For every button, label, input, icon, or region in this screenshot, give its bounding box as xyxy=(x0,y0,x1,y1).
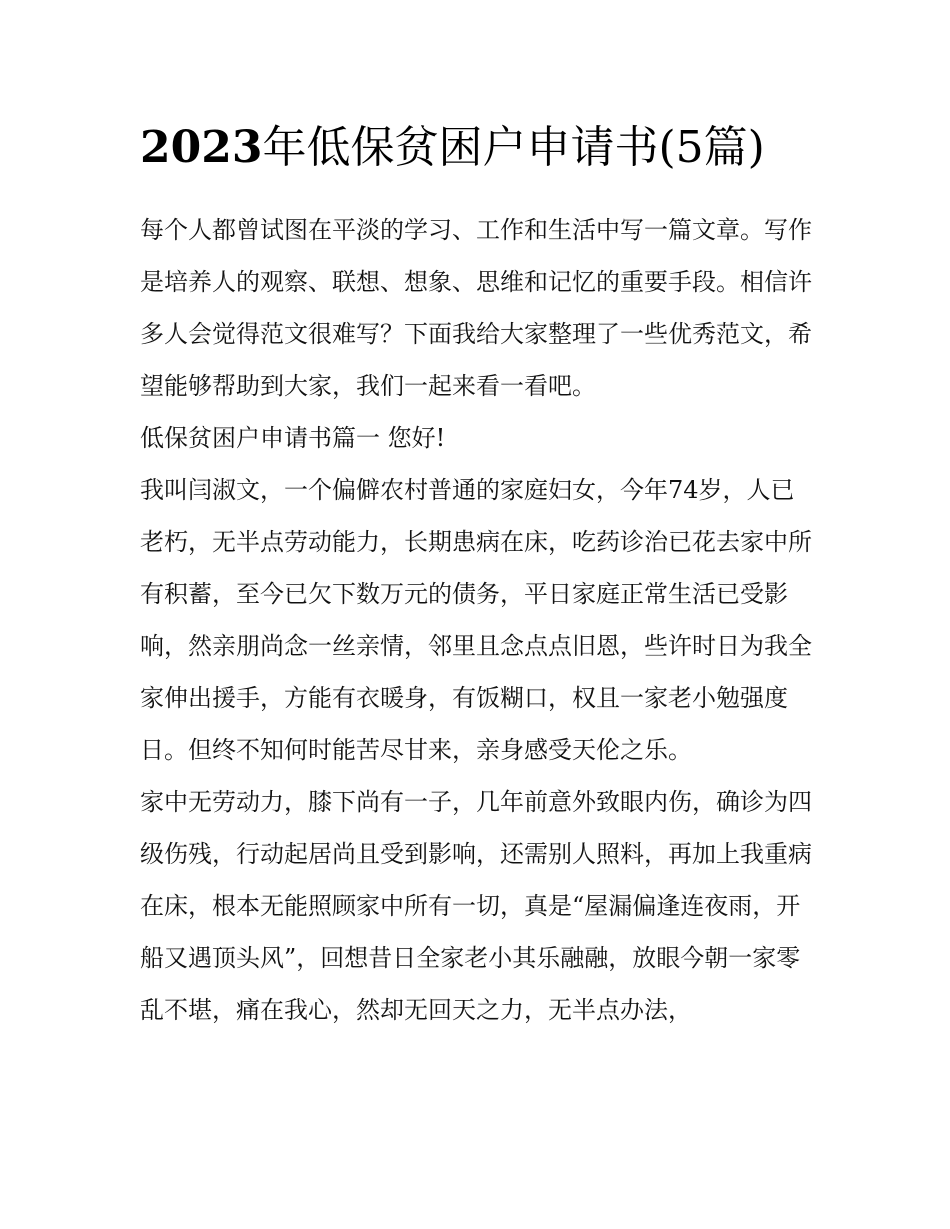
section-heading-paragraph: 低保贫困户申请书篇一 您好! xyxy=(140,424,446,452)
intro-paragraph: 每个人都曾试图在平淡的学习、工作和生活中写一篇文章。写作是培养人的观察、联想、想象、思维和记忆的重要手段。相信许多人会觉得范文很难写？下面我给大家整理了一些优秀范文，希望能够帮助到大家，我们一起来看一看吧。 xyxy=(140,216,812,400)
title-year: 2023 xyxy=(140,122,263,173)
body-paragraph: 我叫闫淑文，一个偏僻农村普通的家庭妇女，今年74岁，人已老朽，无半点劳动能力，长期患病在床，吃药诊治已花去家中所有积蓄，至今已欠下数万元的债务，平日家庭正常生活已受影响，然亲朋尚念一丝亲情，邻里且念点点旧恩，些许时日为我全家伸出援手，方能有衣暖身，有饭糊口，权且一家老小勉强度日。但终不知何时能苦尽甘来，亲身感受天伦之乐。 xyxy=(140,476,812,764)
body-paragraph: 家中无劳动力，膝下尚有一子，几年前意外致眼内伤，确诊为四级伤残，行动起居尚且受到影响，还需别人照料，再加上我重病在床，根本无能照顾家中所有一切，真是“屋漏偏逢连夜雨，开船又遇顶头风”，回想昔日全家老小其乐融融，放眼今朝一家零乱不堪，痛在我心，然却无回天之力，无半点办法， xyxy=(140,788,812,1024)
document-page xyxy=(140,112,812,1036)
document-title xyxy=(140,112,812,184)
title-text: 年低保贫困户申请书(5篇) xyxy=(262,122,765,173)
document-body xyxy=(140,204,812,1036)
